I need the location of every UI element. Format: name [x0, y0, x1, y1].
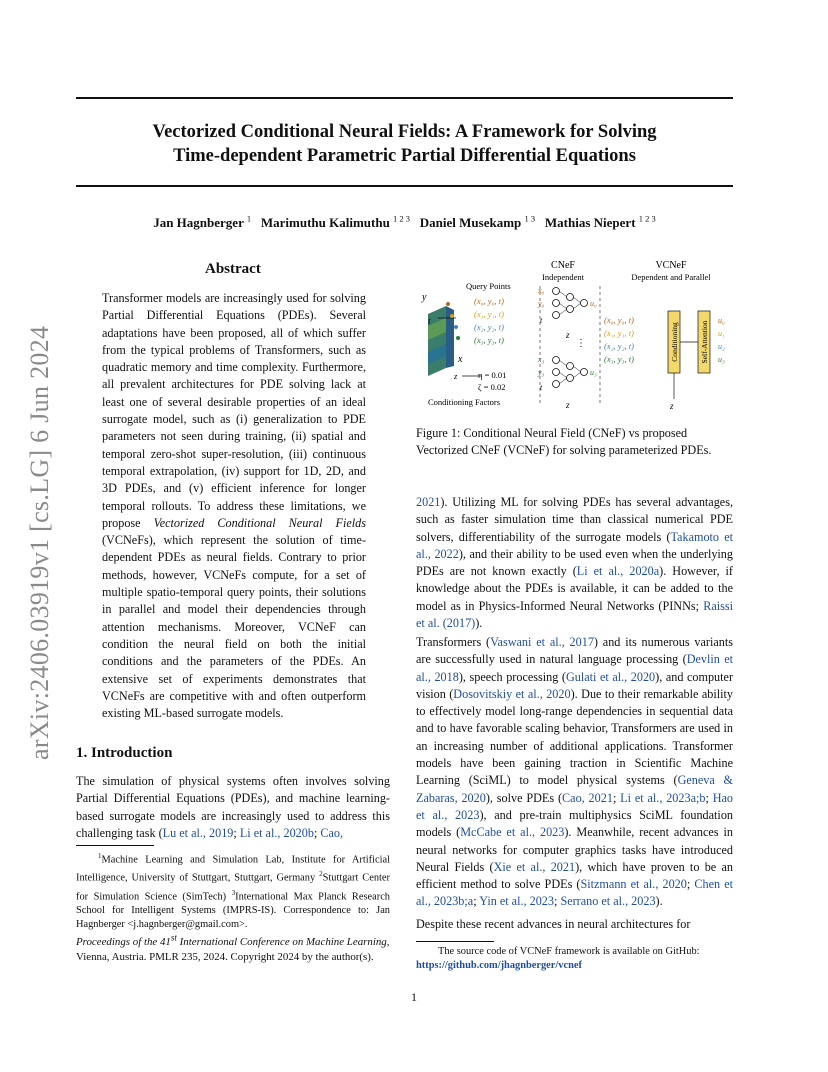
- query-points-label: Query Points: [466, 281, 511, 291]
- svg-text:z: z: [566, 330, 570, 340]
- z-label: z: [454, 371, 458, 381]
- conditioning-block-label: Conditioning: [670, 322, 679, 362]
- author-name: Marimuthu Kalimuthu $^{1 2 3}$: [260, 214, 411, 231]
- vcnef-input-1: (x₁, y₁, t): [604, 328, 634, 338]
- author-list: [76, 214, 733, 231]
- svg-text:t: t: [540, 316, 543, 325]
- axis-x-label: x: [458, 354, 463, 365]
- zeta-label: ζ = 0.02: [478, 382, 506, 392]
- citation-link[interactable]: Cao,: [320, 825, 344, 840]
- citation-link[interactable]: Gulati et al., 2020: [565, 669, 656, 684]
- author-name: Daniel Musekamp $^{1 3}$: [419, 214, 536, 231]
- eta-label: η = 0.01: [478, 370, 507, 380]
- right-paragraph-2: Transformers (Vaswani et al., 2017) and its numerous variants are successfully used in natural language processing (Devlin et al., 2018), speech processing (Gulati et al., 2020), and computer vision (Dosovitskiy et al., 2020). Due to their remarkable ability to effectively model long-range dependencies in sequential data and to have favorable scaling behavior, Transformers are used in an increasing number of additional applications. Transformer models have been gaining traction in Scientific Machine Learning (SciML) to model physical systems (Geneva & Zabaras, 2020), solve PDEs (Cao, 2021; Li et al., 2023a;b; Hao et al., 2023), and pre-train multiphysics SciML foundation models (McCabe et al., 2023). Meanwhile, recent advances in neural networks for computer graphics tasks have introduced Neural Fields (Xie et al., 2021), which have proven to be an efficient method to solve PDEs (Sitzmann et al., 2020; Chen et al., 2023b;a; Yin et al., 2023; Serrano et al., 2023).: [416, 635, 734, 909]
- query-point-2: (x₂, y₂, t): [474, 322, 504, 332]
- svg-text:y₃: y₃: [538, 368, 545, 377]
- svg-text:t: t: [540, 383, 543, 392]
- code-footnote-text: The source code of VCNeF framework is available on GitHub:: [438, 946, 700, 957]
- citation-link[interactable]: Serrano et al., 2023: [560, 894, 656, 909]
- query-dot-3: [456, 336, 460, 340]
- query-dot-0: [446, 302, 450, 306]
- author-name: Jan Hagnberger $^1$: [153, 214, 252, 231]
- figure-diagram: [416, 256, 733, 416]
- vcnef-output-2: u₂: [718, 342, 725, 351]
- author-affiliation: 1 3: [524, 214, 536, 224]
- query-dot-2: [454, 325, 458, 329]
- citation-link[interactable]: Sitzmann et al., 2020: [580, 877, 687, 892]
- right-paragraph-3: Despite these recent advances in neural architectures for: [416, 917, 691, 931]
- citation-link[interactable]: Takamoto et al., 2022: [416, 529, 733, 561]
- vcnef-output-0: u₀: [718, 316, 725, 325]
- citation-link[interactable]: Xie et al., 2021: [493, 859, 576, 874]
- citation-link[interactable]: Li et al., 2020b: [239, 825, 314, 840]
- right-paragraph-1: 2021). Utilizing ML for solving PDEs has several advantages, such as faster simulation time than classical numerical PDE solvers, differentiability of the surrogate models (Takamoto et al., 2022), and their ability to be used even when the underlying PDEs are not known exactly (Li et al., 2020a). However, if knowledge about the PDEs is available, it can be added to the model as in Physics-Informed Neural Networks (PINNs; Raissi et al. (2017)).: [416, 495, 733, 631]
- affiliation-footnote: $^1$Machine Learning and Simulation Lab, Institute for Artificial Intelligence, University of Stuttgart, Stuttgart, Germany $^2$Stuttgart Center for Simulation Science (SimTech) $^3$International Max Planck Research School for Intelligent Systems (IMPRS-IS). Correspondence to: Jan Hagnberger <j.hagnberger@gmail.com>.: [76, 852, 390, 931]
- vcnef-output-3: u₃: [718, 355, 725, 364]
- footnote-rule-right: [416, 941, 494, 942]
- svg-text:z: z: [566, 400, 570, 410]
- footnote-rule-left: [76, 845, 154, 846]
- svg-text:y₀: y₀: [538, 299, 545, 308]
- citation-link[interactable]: Devlin et al., 2018: [416, 652, 733, 684]
- vcnef-output-1: u₁: [718, 329, 725, 338]
- author-affiliation: 1 2 3: [638, 214, 656, 224]
- svg-text:u₀: u₀: [590, 299, 597, 308]
- citation-link[interactable]: Li et al., 2020a: [576, 564, 660, 579]
- svg-text:u₃: u₃: [590, 368, 597, 377]
- cnef-network-bottom: [537, 355, 597, 410]
- author-affiliation: 1 2 3: [393, 214, 411, 224]
- citation-link[interactable]: Cao, 2021: [562, 790, 613, 805]
- conditioning-factors-label: Conditioning Factors: [428, 397, 501, 407]
- figure-caption: Figure 1: Conditional Neural Field (CNeF) vs proposed Vectorized CNeF (VCNeF) for solving parameterized PDEs.: [416, 426, 712, 458]
- arxiv-stamp: arXiv:2406.03919v1 [cs.LG] 6 Jun 2024: [25, 325, 54, 760]
- github-link[interactable]: https://github.com/jhagnberger/vcnef: [416, 960, 582, 971]
- title-line-2: Time-dependent Parametric Partial Differential Equations: [173, 146, 636, 166]
- citation-link[interactable]: McCabe et al., 2023: [460, 825, 565, 840]
- citation-link[interactable]: Hao et al., 2023: [416, 790, 734, 822]
- vcnef-z-label: z: [670, 401, 674, 411]
- svg-text:⋮: ⋮: [576, 338, 586, 349]
- query-point-3: (x₃, y₃, t): [474, 335, 504, 345]
- code-footnote: [416, 945, 733, 973]
- paper-title: [76, 120, 733, 168]
- citation-link[interactable]: 2021: [416, 495, 441, 509]
- vcnef-input-2: (x₂, y₂, t): [604, 341, 634, 351]
- method-name: Vectorized Conditional Neural Fields: [153, 515, 366, 530]
- citation-link[interactable]: Raissi et al. (2017): [416, 598, 733, 631]
- vcnef-title: VCNeF: [655, 260, 687, 271]
- abstract-body: Transformer models are increasingly used for solving Partial Differential Equations (PDEs). Several adaptations have been proposed, all of which suffer from the typical problems of Transformers, such as quadratic memory and time complexity. Furthermore, all prevalent architectures for PDE solving lack at least one of several desirable properties of an ideal surrogate model, such as (i) generalization to PDE parameters not seen during training, (ii) spatial and temporal zero-shot super-resolution, (iii) continuous temporal extrapolation, (iv) support for 1D, 2D, and 3D PDEs, and (v) efficient inference for longer temporal rollouts. To address these limitations, we propose Vectorized Conditional Neural Fields (VCNeFs), which represent the solution of time-dependent PDEs as neural fields. Contrary to prior methods, however, VCNeFs compute, for a set of multiple spatio-temporal query points, their solutions in parallel and model their dependencies through attention mechanisms. Moreover, VCNeF can condition the neural field on both the initial conditions and the parameters of the PDEs. An extensive set of experiments demonstrates that VCNeFs are competitive with and often outperform existing ML-based surrogate models.: [102, 291, 366, 721]
- section-heading: 1. Introduction: [76, 745, 173, 761]
- svg-text:x₃: x₃: [538, 355, 545, 364]
- domain-front-face: [428, 306, 446, 376]
- title-line-1: Vectorized Conditional Neural Fields: A Framework for Solving: [152, 122, 657, 142]
- citation-link[interactable]: Vaswani et al., 2017: [490, 635, 594, 649]
- author-name: Mathias Niepert $^{1 2 3}$: [544, 214, 656, 231]
- query-dot-1: [450, 314, 454, 318]
- cnef-title: CNeF: [551, 260, 575, 271]
- self-attention-block-label: Self-Attention: [700, 320, 709, 364]
- vcnef-subtitle: Dependent and Parallel: [631, 272, 711, 282]
- citation-link[interactable]: Lu et al., 2019: [162, 825, 234, 840]
- citation-link[interactable]: Chen et al., 2023b;a: [416, 877, 733, 909]
- svg-text:x₀: x₀: [538, 286, 545, 295]
- figure-1: [416, 256, 733, 416]
- citation-link[interactable]: Li et al., 2023a;b: [620, 790, 706, 805]
- axis-y-label: y: [422, 292, 427, 303]
- proceedings-note: Proceedings of the 41st International Conference on Machine Learning, Vienna, Austria. PMLR 235, 2024. Copyright 2024 by the author(s).: [76, 932, 390, 963]
- axis-t-label: t: [428, 316, 431, 326]
- query-point-0: (x₀, y₀, t): [474, 296, 504, 306]
- citation-link[interactable]: Dosovitskiy et al., 2020: [453, 686, 571, 701]
- cnef-network-top: [537, 286, 597, 349]
- cnef-subtitle: Independent: [541, 272, 585, 282]
- intro-paragraph-1: The simulation of physical systems often involves solving Partial Differential Equations (PDEs), and machine learning-based surrogate models are increasingly used to address this challenging task (Lu et al., 2019; Li et al., 2020b; Cao,: [76, 774, 390, 840]
- title-rule-top: [76, 97, 733, 99]
- page-number: 1: [411, 990, 417, 1004]
- citation-link[interactable]: Yin et al., 2023: [479, 894, 554, 909]
- title-rule-bottom: [76, 185, 733, 187]
- abstract-heading: Abstract: [205, 261, 261, 277]
- query-point-1: (x₁, y₁, t): [474, 309, 504, 319]
- citation-link[interactable]: Geneva & Zabaras, 2020: [416, 773, 733, 805]
- vcnef-input-3: (x₃, y₃, t): [604, 354, 634, 364]
- author-affiliation: 1: [246, 214, 252, 224]
- vcnef-input-0: (x₀, y₀, t): [604, 315, 634, 325]
